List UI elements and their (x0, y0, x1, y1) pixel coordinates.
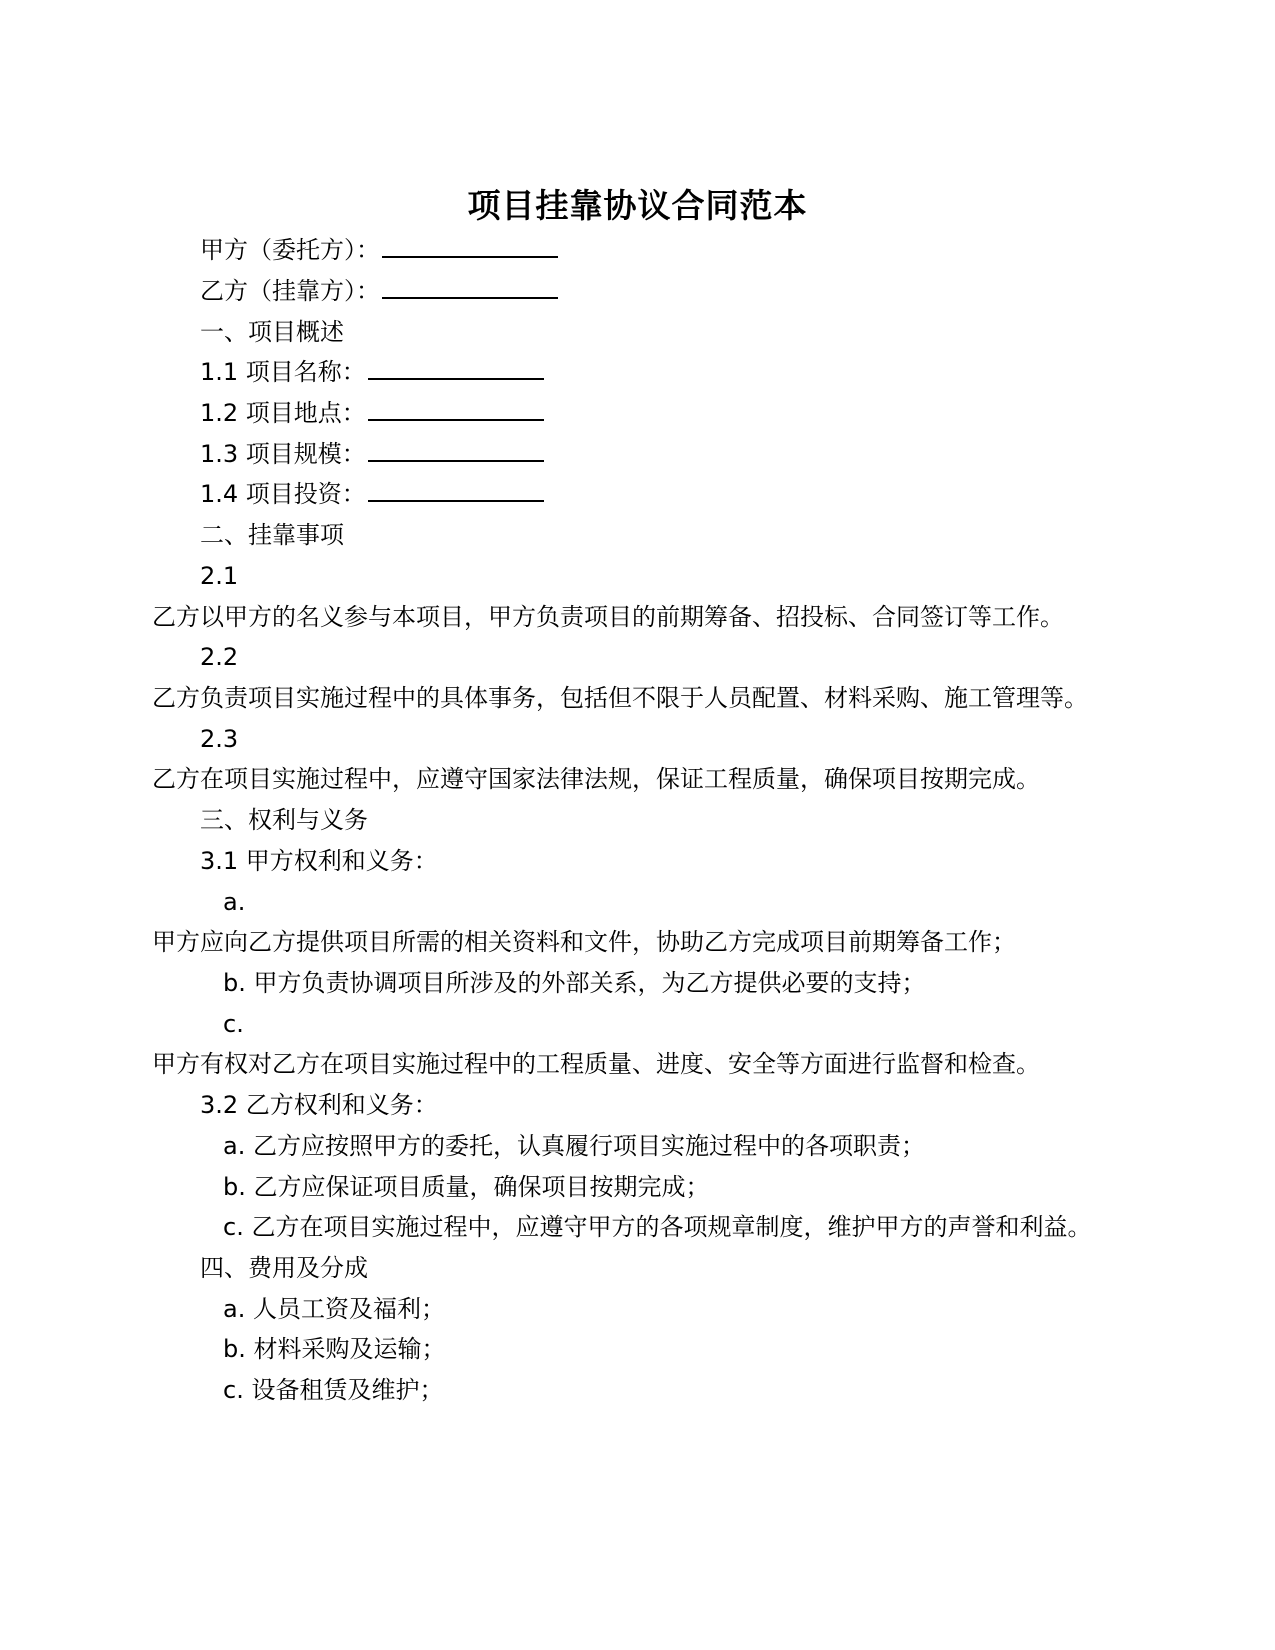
item-1-3-label: 1.3 项目规模： (200, 440, 366, 468)
item-1-2-label: 1.2 项目地点： (200, 399, 366, 427)
party-a-blank (382, 234, 558, 258)
item-1-3-blank (368, 438, 544, 462)
item-1-3 (200, 437, 544, 471)
item-1-2-blank (368, 397, 544, 421)
item-2-2-text: 乙方负责项目实施过程中的具体事务，包括但不限于人员配置、材料采购、施工管理等。 (152, 684, 1088, 712)
item-1-2 (200, 396, 544, 430)
item-3-1-a-text: 甲方应向乙方提供项目所需的相关资料和文件，协助乙方完成项目前期筹备工作； (152, 928, 1016, 956)
party-b-blank (382, 275, 558, 299)
section-1-heading: 一、项目概述 (200, 318, 344, 346)
item-4-c: c. 设备租赁及维护； (223, 1376, 444, 1404)
item-4-a: a. 人员工资及福利； (223, 1295, 445, 1323)
party-a-line (200, 233, 558, 267)
item-3-2-c: c. 乙方在项目实施过程中，应遵守甲方的各项规章制度，维护甲方的声誉和利益。 (223, 1213, 1092, 1241)
section-2-heading: 二、挂靠事项 (200, 521, 344, 549)
item-2-1-number: 2.1 (200, 562, 239, 590)
section-4-heading: 四、费用及分成 (200, 1254, 368, 1282)
party-a-label: 甲方（委托方）： (200, 236, 380, 264)
item-2-1-text: 乙方以甲方的名义参与本项目，甲方负责项目的前期筹备、招投标、合同签订等工作。 (152, 603, 1064, 631)
item-3-2-b: b. 乙方应保证项目质量，确保项目按期完成； (223, 1173, 710, 1201)
item-1-1 (200, 355, 544, 389)
item-3-1: 3.1 甲方权利和义务： (200, 847, 438, 875)
document-title: 项目挂靠协议合同范本 (467, 186, 808, 225)
item-3-1-b: b. 甲方负责协调项目所涉及的外部关系，为乙方提供必要的支持； (223, 969, 926, 997)
item-3-1-c-text: 甲方有权对乙方在项目实施过程中的工程质量、进度、安全等方面进行监督和检查。 (152, 1050, 1040, 1078)
item-2-3-number: 2.3 (200, 725, 239, 753)
item-2-3-text: 乙方在项目实施过程中，应遵守国家法律法规，保证工程质量，确保项目按期完成。 (152, 765, 1040, 793)
item-2-2-number: 2.2 (200, 643, 239, 671)
item-1-1-blank (368, 356, 544, 380)
party-b-line (200, 274, 558, 308)
item-3-1-a-marker: a. (223, 888, 246, 916)
item-1-1-label: 1.1 项目名称： (200, 358, 366, 386)
item-1-4-label: 1.4 项目投资： (200, 480, 366, 508)
item-3-2-a: a. 乙方应按照甲方的委托，认真履行项目实施过程中的各项职责； (223, 1132, 925, 1160)
item-4-b: b. 材料采购及运输； (223, 1335, 446, 1363)
item-3-2: 3.2 乙方权利和义务： (200, 1091, 438, 1119)
party-b-label: 乙方（挂靠方）： (200, 277, 380, 305)
item-1-4 (200, 477, 544, 511)
section-3-heading: 三、权利与义务 (200, 806, 368, 834)
item-3-1-c-marker: c. (223, 1010, 244, 1038)
item-1-4-blank (368, 478, 544, 502)
